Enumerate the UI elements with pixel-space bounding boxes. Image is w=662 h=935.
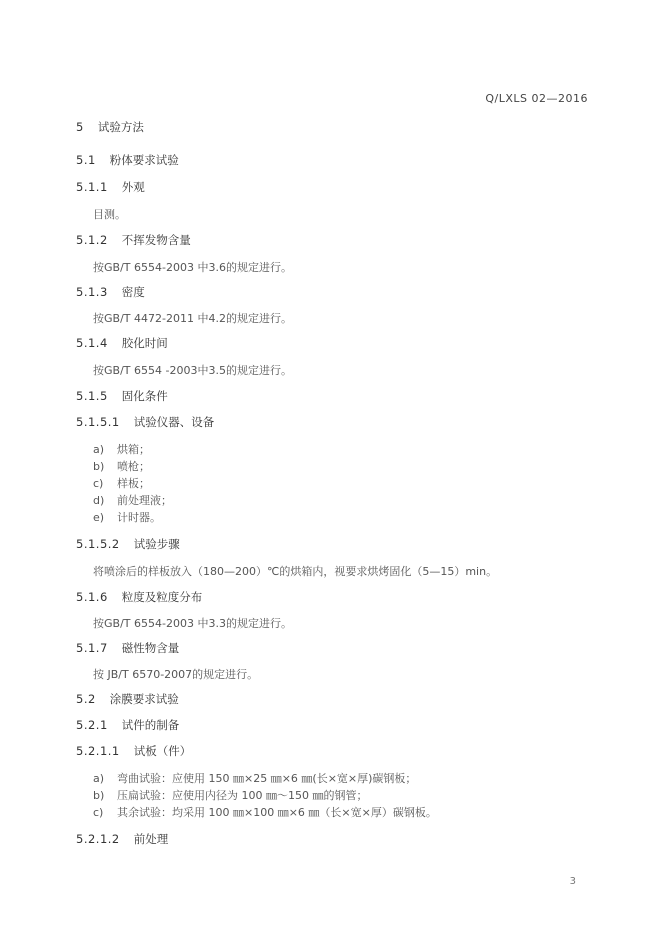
section-title: 不挥发物含量 bbox=[121, 233, 191, 247]
section-number: 5.1.5.2 bbox=[76, 537, 120, 551]
section-title: 胶化时间 bbox=[121, 336, 168, 350]
list-text: 压扁试验：应使用内径为 100 ㎜～150 ㎜的钢管； bbox=[117, 789, 368, 802]
section-number: 5.1.6 bbox=[76, 590, 108, 604]
list-item bbox=[93, 804, 437, 820]
section-title: 磁性物含量 bbox=[121, 641, 180, 655]
list-item bbox=[93, 441, 150, 457]
list-marker: b) bbox=[93, 460, 105, 473]
section-number: 5.2 bbox=[76, 692, 96, 706]
list-item bbox=[93, 458, 150, 474]
list-marker: a) bbox=[93, 772, 105, 785]
list-marker: a) bbox=[93, 443, 105, 456]
list-marker: d) bbox=[93, 494, 105, 507]
section-title: 粉体要求试验 bbox=[109, 153, 179, 167]
section-number: 5.1.7 bbox=[76, 641, 108, 655]
list-text: 弯曲试验：应使用 150 ㎜×25 ㎜×6 ㎜(长×宽×厚)碳钢板； bbox=[117, 772, 417, 785]
paragraph: 按GB/T 6554-2003 中3.6的规定进行。 bbox=[93, 261, 292, 274]
section-heading bbox=[76, 831, 168, 847]
paragraph: 按 JB/T 6570-2007的规定进行。 bbox=[93, 668, 259, 681]
section-number: 5.2.1.1 bbox=[76, 744, 120, 758]
section-number: 5.2.1 bbox=[76, 718, 108, 732]
list-item bbox=[93, 509, 161, 525]
section-title: 前处理 bbox=[133, 832, 169, 846]
section-title: 涂膜要求试验 bbox=[109, 692, 179, 706]
list-item bbox=[93, 787, 367, 803]
paragraph: 按GB/T 6554 -2003中3.5的规定进行。 bbox=[93, 364, 292, 377]
section-number: 5.1.2 bbox=[76, 233, 108, 247]
section-title: 固化条件 bbox=[121, 389, 168, 403]
section-number: 5.1 bbox=[76, 153, 96, 167]
paragraph: 按GB/T 6554-2003 中3.3的规定进行。 bbox=[93, 617, 292, 630]
section-title: 试验步骤 bbox=[133, 537, 180, 551]
list-marker: c) bbox=[93, 806, 104, 819]
list-item bbox=[93, 770, 416, 786]
section-number: 5.2.1.2 bbox=[76, 832, 120, 846]
section-heading bbox=[76, 536, 180, 552]
section-heading bbox=[76, 640, 179, 656]
section-heading bbox=[76, 589, 202, 605]
paragraph: 将喷涂后的样板放入（180—200）℃的烘箱内，视要求烘烤固化（5—15）min。 bbox=[93, 565, 498, 578]
list-marker: b) bbox=[93, 789, 105, 802]
section-title: 试验方法 bbox=[97, 120, 144, 134]
section-number: 5.1.1 bbox=[76, 180, 108, 194]
list-marker: e) bbox=[93, 511, 105, 524]
section-number: 5.1.3 bbox=[76, 285, 108, 299]
section-number: 5.1.5.1 bbox=[76, 415, 120, 429]
document-id: Q/LXLS 02—2016 bbox=[485, 92, 588, 105]
section-heading bbox=[76, 284, 145, 300]
section-title: 试板（件） bbox=[133, 744, 192, 758]
section-title: 外观 bbox=[121, 180, 145, 194]
list-marker: c) bbox=[93, 477, 104, 490]
list-item bbox=[93, 475, 150, 491]
list-text: 前处理液； bbox=[117, 494, 172, 507]
list-text: 计时器。 bbox=[117, 511, 161, 524]
list-text: 喷枪； bbox=[117, 460, 150, 473]
list-text: 烘箱； bbox=[117, 443, 150, 456]
section-number: 5.1.4 bbox=[76, 336, 108, 350]
paragraph: 按GB/T 4472-2011 中4.2的规定进行。 bbox=[93, 312, 292, 325]
list-item bbox=[93, 492, 172, 508]
section-title: 粒度及粒度分布 bbox=[121, 590, 203, 604]
section-heading bbox=[76, 179, 145, 195]
section-heading bbox=[76, 119, 144, 135]
list-text: 样板； bbox=[117, 477, 150, 490]
section-heading bbox=[76, 691, 179, 707]
list-text: 其余试验：均采用 100 ㎜×100 ㎜×6 ㎜（长×宽×厚）碳钢板。 bbox=[117, 806, 437, 819]
section-title: 密度 bbox=[121, 285, 145, 299]
section-heading bbox=[76, 388, 168, 404]
page-number: 3 bbox=[569, 876, 576, 887]
section-number: 5 bbox=[76, 120, 84, 134]
section-heading bbox=[76, 743, 191, 759]
section-title: 试件的制备 bbox=[121, 718, 180, 732]
section-number: 5.1.5 bbox=[76, 389, 108, 403]
section-heading bbox=[76, 232, 191, 248]
section-heading bbox=[76, 414, 214, 430]
section-heading bbox=[76, 335, 168, 351]
section-heading bbox=[76, 717, 179, 733]
section-heading bbox=[76, 152, 179, 168]
section-title: 试验仪器、设备 bbox=[133, 415, 215, 429]
paragraph: 目测。 bbox=[93, 208, 126, 221]
